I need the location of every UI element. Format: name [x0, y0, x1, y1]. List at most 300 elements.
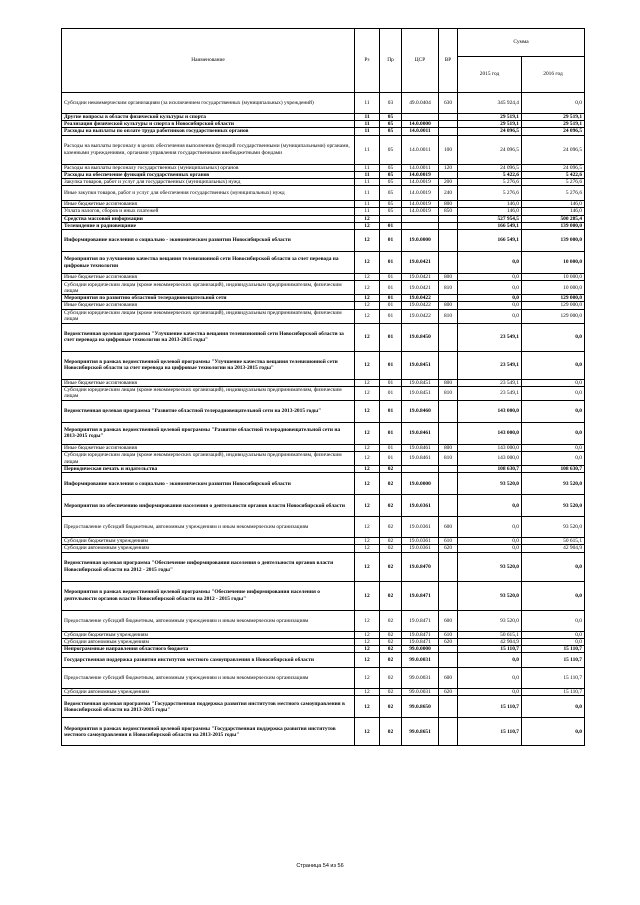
- cell-2015: 5 276,6: [458, 179, 522, 186]
- cell-rz: 12: [355, 295, 380, 302]
- cell-rz: 12: [355, 581, 380, 610]
- cell-pr: 05: [380, 186, 402, 201]
- cell-name: Расходы на обеспечение функций государственных органов: [62, 171, 355, 178]
- cell-rz: 12: [355, 444, 380, 451]
- cell-rz: 12: [355, 274, 380, 281]
- cell-name: Телевидение и радиовещание: [62, 222, 355, 229]
- cell-2016: 0,0: [522, 386, 585, 400]
- cell-vr: 200: [439, 179, 458, 186]
- cell-csr: 14.0.0019: [402, 171, 439, 178]
- table-row: [62, 179, 585, 186]
- table-row: [62, 631, 585, 638]
- cell-csr: 14.0.0019: [402, 208, 439, 215]
- cell-rz: 12: [355, 631, 380, 638]
- cell-name: Субсидии юридическим лицам (кроме некоммерческих организаций), индивидуальным предпринимателям, физическим лицам: [62, 309, 355, 323]
- cell-2016: 24 096,5: [522, 164, 585, 171]
- cell-vr: [439, 552, 458, 581]
- cell-2015: 15 110,7: [458, 718, 522, 746]
- cell-2016: 139 000,0: [522, 230, 585, 252]
- cell-rz: 11: [355, 128, 380, 135]
- cell-vr: 800: [439, 379, 458, 386]
- cell-csr: 19.0.8451: [402, 386, 439, 400]
- cell-vr: [439, 466, 458, 473]
- cell-csr: [402, 466, 439, 473]
- cell-rz: 12: [355, 466, 380, 473]
- cell-csr: 19.0.0361: [402, 538, 439, 545]
- cell-2016: 93 520,0: [522, 495, 585, 517]
- cell-name: Субсидии автономным учреждениям: [62, 638, 355, 645]
- cell-rz: 11: [355, 135, 380, 164]
- cell-csr: 99.0.0031: [402, 653, 439, 668]
- table-row: [62, 208, 585, 215]
- cell-pr: 02: [380, 545, 402, 552]
- table-row: [62, 444, 585, 451]
- cell-rz: 12: [355, 400, 380, 422]
- cell-2015: 0,0: [458, 281, 522, 295]
- cell-vr: [439, 422, 458, 444]
- cell-vr: [439, 222, 458, 229]
- cell-vr: [439, 171, 458, 178]
- cell-2016: 15 110,7: [522, 689, 585, 696]
- cell-csr: 19.0.8461: [402, 422, 439, 444]
- cell-name: Расходы на выплаты персоналу государственных (муниципальных) органов: [62, 164, 355, 171]
- cell-name: Уплата налогов, сборов и иных платежей: [62, 208, 355, 215]
- cell-2015: 15 110,7: [458, 696, 522, 718]
- cell-2015: 24 096,5: [458, 135, 522, 164]
- cell-2016: 15 110,7: [522, 668, 585, 689]
- cell-2016: 0,0: [522, 323, 585, 351]
- cell-pr: 01: [380, 302, 402, 309]
- cell-2015: 0,0: [458, 653, 522, 668]
- cell-name: Субсидии бюджетным учреждениям: [62, 538, 355, 545]
- cell-name: Средства массовой информации: [62, 215, 355, 222]
- cell-2015: 50 615,1: [458, 631, 522, 638]
- budget-table: [61, 28, 585, 746]
- cell-2015: 108 630,7: [458, 466, 522, 473]
- cell-csr: [402, 215, 439, 222]
- cell-vr: 810: [439, 386, 458, 400]
- cell-rz: 11: [355, 201, 380, 208]
- cell-2015: 143 000,0: [458, 452, 522, 466]
- cell-pr: 05: [380, 164, 402, 171]
- cell-csr: 19.0.0421: [402, 274, 439, 281]
- cell-2016: 10 000,0: [522, 252, 585, 274]
- cell-2016: 0,0: [522, 552, 585, 581]
- header-vr: ВР: [439, 29, 458, 93]
- cell-csr: 19.0.0361: [402, 545, 439, 552]
- cell-csr: 14.0.0011: [402, 135, 439, 164]
- cell-name: Информирование населения о социально - экономическом развитии Новосибирской области: [62, 473, 355, 495]
- cell-2016: 129 000,0: [522, 309, 585, 323]
- cell-csr: 19.0.0421: [402, 252, 439, 274]
- cell-name: Иные бюджетные ассигнования: [62, 302, 355, 309]
- header-csr: ЦСР: [402, 29, 439, 93]
- cell-pr: 01: [380, 400, 402, 422]
- cell-2016: 93 520,0: [522, 517, 585, 538]
- cell-pr: 01: [380, 281, 402, 295]
- cell-csr: [402, 114, 439, 121]
- table-row: [62, 545, 585, 552]
- cell-vr: [439, 646, 458, 653]
- cell-vr: [439, 581, 458, 610]
- cell-pr: 02: [380, 538, 402, 545]
- table-row: [62, 653, 585, 668]
- cell-vr: [439, 653, 458, 668]
- table-row: [62, 351, 585, 379]
- cell-2016: 0,0: [522, 422, 585, 444]
- cell-pr: 02: [380, 610, 402, 631]
- cell-2015: 93 520,0: [458, 581, 522, 610]
- cell-name: Иные бюджетные ассигнования: [62, 274, 355, 281]
- cell-rz: 12: [355, 653, 380, 668]
- cell-pr: [380, 215, 402, 222]
- table-row: [62, 215, 585, 222]
- cell-2016: 15 110,7: [522, 653, 585, 668]
- cell-pr: 05: [380, 128, 402, 135]
- cell-rz: 12: [355, 495, 380, 517]
- cell-vr: 600: [439, 668, 458, 689]
- cell-pr: 02: [380, 631, 402, 638]
- cell-rz: 12: [355, 538, 380, 545]
- cell-2015: 166 549,1: [458, 222, 522, 229]
- cell-vr: [439, 215, 458, 222]
- table-row: [62, 222, 585, 229]
- cell-rz: 11: [355, 164, 380, 171]
- cell-rz: 12: [355, 252, 380, 274]
- cell-pr: 01: [380, 230, 402, 252]
- page-footer: Страница 54 из 56: [296, 863, 344, 869]
- cell-csr: 19.0.8460: [402, 400, 439, 422]
- cell-rz: 12: [355, 281, 380, 295]
- cell-name: Государственная поддержка развития институтов местного самоуправления в Новосибирской области: [62, 653, 355, 668]
- cell-rz: 12: [355, 230, 380, 252]
- cell-2015: 527 954,5: [458, 215, 522, 222]
- cell-rz: 11: [355, 179, 380, 186]
- table-row: [62, 581, 585, 610]
- cell-pr: 02: [380, 466, 402, 473]
- cell-2016: 29 519,1: [522, 114, 585, 121]
- cell-2016: 0,0: [522, 379, 585, 386]
- cell-pr: 01: [380, 351, 402, 379]
- cell-name: Мероприятия по улучшению качества вещания телевизионной сети Новосибирской области за счет перевода на цифровые технологии: [62, 252, 355, 274]
- cell-csr: 49.0.0404: [402, 93, 439, 114]
- cell-2015: 143 000,0: [458, 422, 522, 444]
- cell-name: Иные бюджетные ассигнования: [62, 444, 355, 451]
- table-row: [62, 466, 585, 473]
- cell-csr: 19.0.0422: [402, 302, 439, 309]
- cell-csr: 19.0.0000: [402, 230, 439, 252]
- cell-2015: 23 549,1: [458, 386, 522, 400]
- cell-pr: 01: [380, 309, 402, 323]
- cell-vr: [439, 114, 458, 121]
- cell-pr: 02: [380, 696, 402, 718]
- cell-2016: 15 110,7: [522, 646, 585, 653]
- cell-2016: 50 615,1: [522, 538, 585, 545]
- cell-vr: 600: [439, 610, 458, 631]
- table-row: [62, 718, 585, 746]
- cell-2016: 5 276,6: [522, 186, 585, 201]
- cell-rz: 11: [355, 171, 380, 178]
- cell-rz: 12: [355, 718, 380, 746]
- cell-pr: 02: [380, 653, 402, 668]
- table-row: [62, 201, 585, 208]
- cell-2016: 0,0: [522, 400, 585, 422]
- cell-vr: 800: [439, 302, 458, 309]
- table-row: [62, 164, 585, 171]
- cell-pr: 01: [380, 323, 402, 351]
- cell-vr: 630: [439, 93, 458, 114]
- cell-rz: 12: [355, 696, 380, 718]
- cell-2015: 345 924,4: [458, 93, 522, 114]
- table-row: [62, 422, 585, 444]
- cell-rz: 11: [355, 186, 380, 201]
- cell-rz: 12: [355, 552, 380, 581]
- cell-2015: 93 520,0: [458, 473, 522, 495]
- cell-name: Субсидии юридическим лицам (кроме некоммерческих организаций), индивидуальным предпринимателям, физическим лицам: [62, 281, 355, 295]
- cell-2016: 24 096,5: [522, 128, 585, 135]
- cell-csr: 19.0.8471: [402, 581, 439, 610]
- cell-rz: 12: [355, 545, 380, 552]
- cell-2015: 23 549,1: [458, 323, 522, 351]
- cell-2016: 0,0: [522, 696, 585, 718]
- table-row: [62, 517, 585, 538]
- cell-csr: 19.0.8461: [402, 452, 439, 466]
- cell-pr: 02: [380, 689, 402, 696]
- cell-vr: 810: [439, 281, 458, 295]
- cell-name: Иные бюджетные ассигнования: [62, 379, 355, 386]
- cell-vr: 600: [439, 517, 458, 538]
- cell-rz: 12: [355, 309, 380, 323]
- cell-csr: 99.0.0031: [402, 668, 439, 689]
- table-row: [62, 610, 585, 631]
- cell-csr: 14.0.0019: [402, 186, 439, 201]
- cell-2015: 0,0: [458, 545, 522, 552]
- cell-csr: 19.0.0361: [402, 517, 439, 538]
- cell-pr: 02: [380, 517, 402, 538]
- cell-2016: 0,0: [522, 444, 585, 451]
- header-name: Наименование: [62, 29, 355, 93]
- cell-2016: 0,0: [522, 351, 585, 379]
- cell-name: Мероприятия в рамках ведомственной целевой программы "Государственная поддержка развития институтов местного самоуправления в Новосибирской области на 2013-2015 годы": [62, 718, 355, 746]
- cell-pr: 05: [380, 171, 402, 178]
- cell-pr: 01: [380, 452, 402, 466]
- cell-2016: 0,0: [522, 581, 585, 610]
- cell-2016: 5 276,6: [522, 179, 585, 186]
- cell-2015: 166 549,1: [458, 230, 522, 252]
- table-row: [62, 114, 585, 121]
- cell-vr: [439, 351, 458, 379]
- cell-2016: 42 904,9: [522, 545, 585, 552]
- table-row: [62, 128, 585, 135]
- cell-2015: 23 549,1: [458, 351, 522, 379]
- cell-csr: 99.0.8651: [402, 718, 439, 746]
- cell-pr: 05: [380, 135, 402, 164]
- cell-rz: 12: [355, 323, 380, 351]
- cell-rz: 12: [355, 610, 380, 631]
- cell-vr: 610: [439, 631, 458, 638]
- cell-vr: 620: [439, 638, 458, 645]
- cell-name: Субсидии бюджетным учреждениям: [62, 631, 355, 638]
- cell-name: Мероприятия в рамках ведомственной целевой программы "Обеспечение информирования населения о деятельности органов власти Новосибирской области на 2012 - 2015 годы": [62, 581, 355, 610]
- cell-pr: 01: [380, 274, 402, 281]
- cell-vr: [439, 473, 458, 495]
- table-row: [62, 386, 585, 400]
- cell-name: Мероприятия по развитию областной телерадиовещательной сети: [62, 295, 355, 302]
- cell-vr: [439, 696, 458, 718]
- cell-name: Ведомственная целевая программа "Обеспечение информирования населения о деятельности органов власти Новосибирской области на 2012 - 2015 годы": [62, 552, 355, 581]
- cell-name: Закупка товаров, работ и услуг для государственных (муниципальных) нужд: [62, 179, 355, 186]
- cell-rz: 12: [355, 222, 380, 229]
- cell-name: Расходы на выплаты по оплате труда работников государственных органов: [62, 128, 355, 135]
- cell-rz: 12: [355, 646, 380, 653]
- header-rz: Рз: [355, 29, 380, 93]
- header-year-2016: 2016 год: [522, 57, 585, 93]
- cell-csr: 19.0.8471: [402, 631, 439, 638]
- cell-vr: 800: [439, 201, 458, 208]
- cell-csr: 19.0.0422: [402, 295, 439, 302]
- cell-2016: 0,0: [522, 610, 585, 631]
- cell-2015: 0,0: [458, 252, 522, 274]
- table-row: [62, 696, 585, 718]
- cell-pr: 01: [380, 422, 402, 444]
- header-year-2015: 2015 год: [458, 57, 522, 93]
- cell-csr: 19.0.8450: [402, 323, 439, 351]
- cell-rz: 12: [355, 689, 380, 696]
- cell-2016: 0,0: [522, 93, 585, 114]
- table-row: [62, 668, 585, 689]
- cell-2015: 29 519,1: [458, 114, 522, 121]
- cell-rz: 12: [355, 422, 380, 444]
- cell-2015: 0,0: [458, 668, 522, 689]
- cell-pr: 01: [380, 252, 402, 274]
- table-header: [62, 29, 585, 93]
- cell-vr: [439, 495, 458, 517]
- cell-2015: 146,0: [458, 201, 522, 208]
- cell-pr: 02: [380, 473, 402, 495]
- cell-rz: 12: [355, 302, 380, 309]
- cell-vr: [439, 230, 458, 252]
- cell-rz: 11: [355, 208, 380, 215]
- cell-csr: 99.0.8650: [402, 696, 439, 718]
- cell-csr: 19.0.8470: [402, 552, 439, 581]
- cell-name: Расходы на выплаты персоналу в целях обеспечения выполнения функций государственными (муниципальными) органами, казенными учреждениями, органами управления государственными внебюджетными фондами: [62, 135, 355, 164]
- cell-name: Предоставление субсидий бюджетным, автономным учреждениям и иным некоммерческим организациям: [62, 668, 355, 689]
- cell-2016: 5 422,6: [522, 171, 585, 178]
- cell-name: Другие вопросы в области физической культуры и спорта: [62, 114, 355, 121]
- cell-2015: 0,0: [458, 689, 522, 696]
- cell-csr: [402, 222, 439, 229]
- cell-pr: 02: [380, 718, 402, 746]
- cell-2016: 10 000,0: [522, 281, 585, 295]
- cell-vr: 120: [439, 164, 458, 171]
- cell-2015: 29 519,1: [458, 121, 522, 128]
- cell-pr: 02: [380, 495, 402, 517]
- cell-2016: 129 000,0: [522, 302, 585, 309]
- cell-2015: 93 520,0: [458, 610, 522, 631]
- cell-vr: [439, 295, 458, 302]
- cell-pr: 02: [380, 552, 402, 581]
- cell-rz: 11: [355, 114, 380, 121]
- cell-csr: 19.0.0421: [402, 281, 439, 295]
- cell-name: Субсидии юридическим лицам (кроме некоммерческих организаций), индивидуальным предпринимателям, физическим лицам: [62, 452, 355, 466]
- cell-pr: 01: [380, 222, 402, 229]
- table-row: [62, 538, 585, 545]
- cell-2015: 5 276,6: [458, 186, 522, 201]
- cell-vr: [439, 121, 458, 128]
- cell-pr: 05: [380, 121, 402, 128]
- cell-2015: 24 096,5: [458, 164, 522, 171]
- cell-rz: 12: [355, 668, 380, 689]
- cell-pr: 02: [380, 668, 402, 689]
- cell-pr: 01: [380, 386, 402, 400]
- cell-2015: 0,0: [458, 302, 522, 309]
- cell-2016: 0,0: [522, 638, 585, 645]
- cell-2016: 108 630,7: [522, 466, 585, 473]
- table-row: [62, 473, 585, 495]
- cell-name: Ведомственная целевая программа "Развитие областной телерадиовещательной сети на 2013-2015 годы": [62, 400, 355, 422]
- table-row: [62, 638, 585, 645]
- cell-csr: 19.0.8461: [402, 444, 439, 451]
- cell-csr: 99.0.0031: [402, 689, 439, 696]
- cell-vr: [439, 400, 458, 422]
- cell-vr: [439, 323, 458, 351]
- cell-vr: [439, 252, 458, 274]
- cell-2016: 500 285,4: [522, 215, 585, 222]
- cell-2015: 23 549,1: [458, 379, 522, 386]
- table-row: [62, 646, 585, 653]
- cell-2016: 0,0: [522, 631, 585, 638]
- cell-csr: 19.0.0000: [402, 473, 439, 495]
- cell-pr: 01: [380, 444, 402, 451]
- cell-2015: 24 096,5: [458, 128, 522, 135]
- table-row: [62, 252, 585, 274]
- cell-rz: 12: [355, 351, 380, 379]
- cell-2016: 0,0: [522, 718, 585, 746]
- table-row: [62, 121, 585, 128]
- table-row: [62, 230, 585, 252]
- cell-2015: 0,0: [458, 295, 522, 302]
- cell-pr: 02: [380, 638, 402, 645]
- cell-2015: 0,0: [458, 538, 522, 545]
- table-row: [62, 295, 585, 302]
- cell-vr: 810: [439, 452, 458, 466]
- cell-pr: 01: [380, 379, 402, 386]
- cell-name: Реализация физической культуры и спорта в Новосибирской области: [62, 121, 355, 128]
- cell-csr: 19.0.0422: [402, 309, 439, 323]
- table-body: [62, 93, 585, 746]
- cell-2015: 15 110,7: [458, 646, 522, 653]
- table-row: [62, 281, 585, 295]
- cell-name: Субсидии автономным учреждениям: [62, 545, 355, 552]
- cell-2015: 0,0: [458, 309, 522, 323]
- cell-rz: 12: [355, 452, 380, 466]
- cell-name: Ведомственная целевая программа "Государственная поддержка развития институтов местного самоуправления в Новосибирской области на 2013-2015 годы": [62, 696, 355, 718]
- cell-2015: 0,0: [458, 274, 522, 281]
- table-row: [62, 309, 585, 323]
- table-row: [62, 495, 585, 517]
- table-row: [62, 171, 585, 178]
- cell-name: Иные закупки товаров, работ и услуг для обеспечения государственных (муниципальных) нужд: [62, 186, 355, 201]
- cell-rz: 12: [355, 379, 380, 386]
- table-row: [62, 452, 585, 466]
- cell-2015: 143 000,0: [458, 400, 522, 422]
- cell-2016: 93 520,0: [522, 473, 585, 495]
- cell-pr: 02: [380, 646, 402, 653]
- cell-name: Мероприятия по обеспечению информирования населения о деятельности органов власти Новосибирской области: [62, 495, 355, 517]
- cell-vr: 620: [439, 689, 458, 696]
- table-row: [62, 400, 585, 422]
- cell-2015: 143 000,0: [458, 444, 522, 451]
